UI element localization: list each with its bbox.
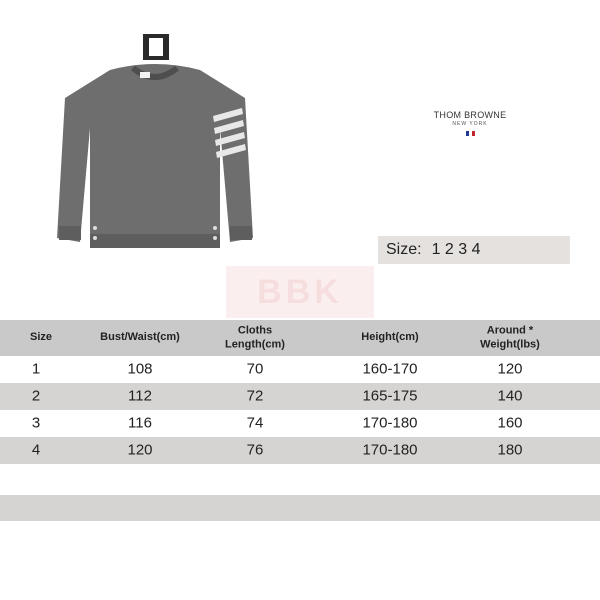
header-size: Size bbox=[29, 331, 52, 344]
table-row bbox=[0, 383, 600, 410]
size-strip bbox=[378, 236, 570, 264]
cell-length: 74 bbox=[246, 414, 264, 432]
sweater-image bbox=[55, 28, 255, 258]
cell-length: 76 bbox=[246, 441, 264, 459]
table-row bbox=[0, 437, 600, 464]
cell-weight: 140 bbox=[497, 387, 523, 405]
watermark: BBK bbox=[226, 266, 374, 318]
empty-shaded-row bbox=[0, 495, 600, 521]
cell-height: 170-180 bbox=[362, 414, 418, 432]
header-weight: Around * Weight(lbs) bbox=[480, 324, 540, 350]
cell-bust-waist: 108 bbox=[127, 360, 153, 378]
cell-bust-waist: 120 bbox=[127, 441, 153, 459]
header-bust-waist: Bust/Waist(cm) bbox=[100, 331, 180, 344]
cell-height: 170-180 bbox=[362, 441, 418, 459]
cell-size: 2 bbox=[31, 387, 41, 405]
size-table bbox=[0, 320, 600, 464]
brand-subtitle: NEW YORK bbox=[452, 121, 488, 127]
cell-height: 160-170 bbox=[362, 360, 418, 378]
table-row bbox=[0, 410, 600, 437]
cell-length: 70 bbox=[246, 360, 264, 378]
cell-size: 1 bbox=[31, 360, 41, 378]
cell-size: 3 bbox=[31, 414, 41, 432]
header-cloths-length: Cloths Length(cm) bbox=[225, 324, 285, 350]
flag-icon bbox=[466, 131, 475, 136]
header-height: Height(cm) bbox=[361, 331, 419, 344]
hanger-icon bbox=[143, 34, 169, 60]
cell-size: 4 bbox=[31, 441, 41, 459]
cell-bust-waist: 112 bbox=[128, 387, 152, 405]
cell-weight: 160 bbox=[497, 414, 523, 432]
size-values: 1 2 3 4 bbox=[431, 241, 481, 258]
table-header-row bbox=[0, 320, 600, 356]
size-label: Size: bbox=[386, 241, 422, 258]
cell-length: 72 bbox=[246, 387, 264, 405]
brand-logo bbox=[420, 110, 520, 136]
cell-height: 165-175 bbox=[362, 387, 418, 405]
brand-name: THOM BROWNE bbox=[433, 110, 507, 120]
cell-bust-waist: 116 bbox=[128, 414, 152, 432]
table-row bbox=[0, 356, 600, 383]
cell-weight: 180 bbox=[497, 441, 523, 459]
cell-weight: 120 bbox=[497, 360, 523, 378]
